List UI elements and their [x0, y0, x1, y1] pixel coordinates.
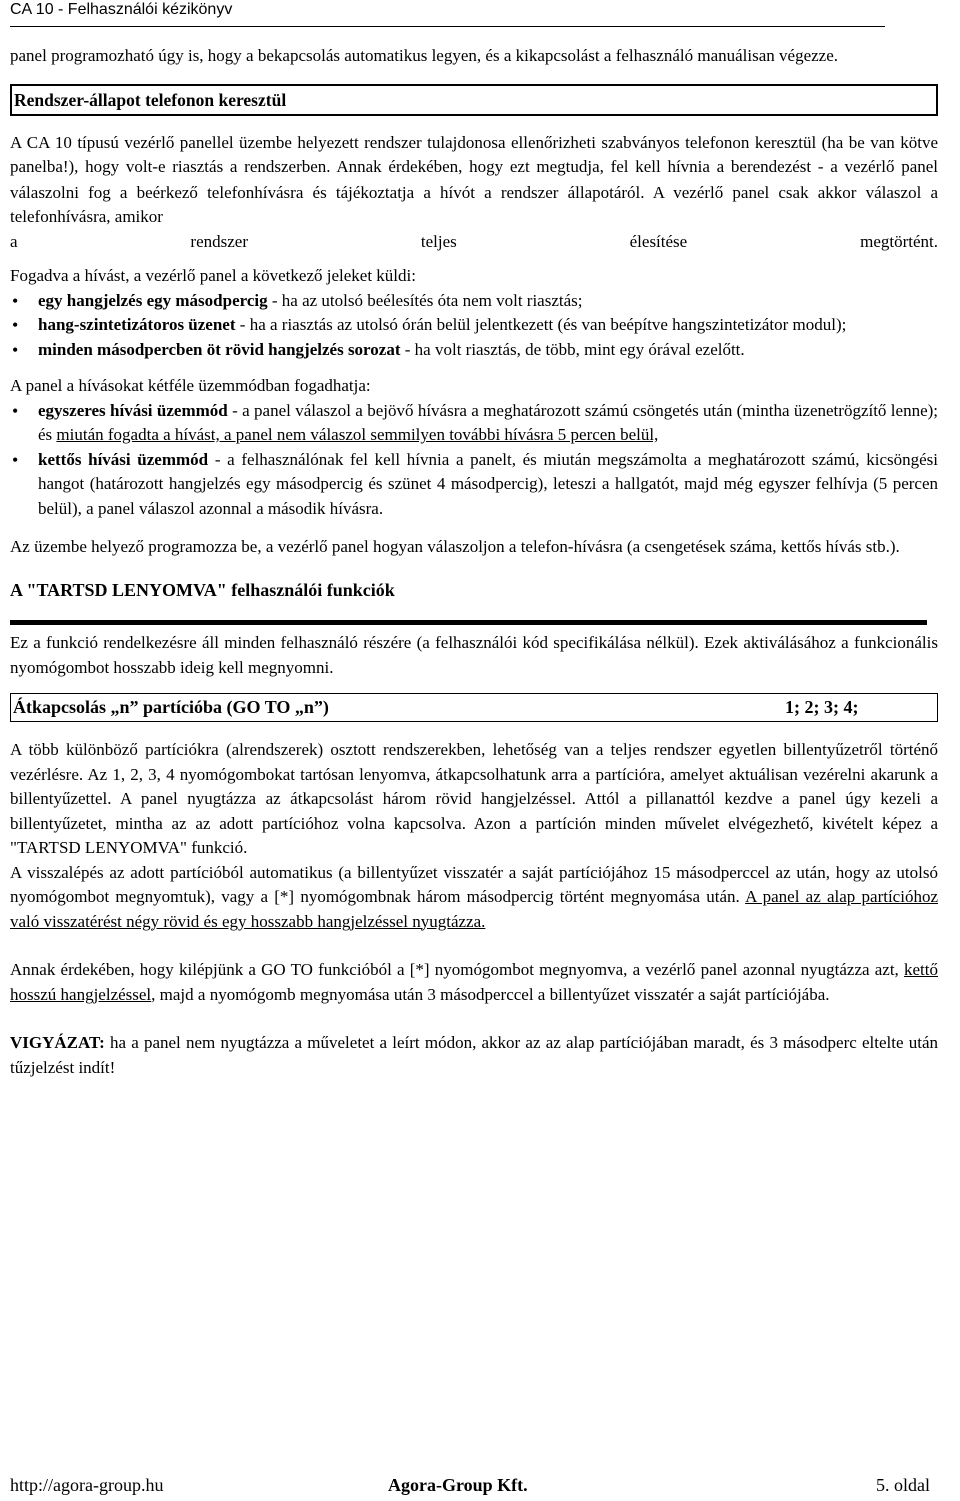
installer-paragraph: Az üzembe helyező programozza be, a vezérlő panel hogyan válaszoljon a telefon-hívásra (a csengetések száma, kettős hívás stb.).: [10, 537, 900, 556]
list-item: • kettős hívási üzemmód - a felhasználónak fel kell hívnia a panelt, és miután megszámolta a meghatározott számú, kicsöngési hangot (határozott hangjelzés egy másodpercig és szünet 4 másodpercig), leteszi a hallgatót, majd még egyszer felhívja (5 percen belül), a panel válaszol azonnal a második hívásra.: [10, 448, 938, 522]
goto-paragraph-2: A visszalépés az adott partícióból automatikus (a billentyűzet visszatér a saját partíciójához 15 másodperccel az után, hogy az utolsó nyomógombot megnyomtuk), vagy a [*] nyomógombnak három másodpercig történt megnyomása után. A panel az alap partícióhoz való visszatérést négy rövid és egy hosszabb hangjelzéssel nyugtázza.: [10, 862, 938, 931]
goto-paragraph-1: A több különböző partíciókra (alrendszerek) osztott rendszerekben, lehetőség van a teljes rendszer egyetlen billentyűzetről történő vezérlésre. Az 1, 2, 3, 4 nyomógombokat tartósan lenyomva, átkapcsolhatunk arra a partícióra, amelyet aktuálisan vezérelni akarunk a billentyűzettel. A panel nyugtázza az átkapcsolást három rövid hangjelzéssel. Attól a pillanattól kezdve a panel úgy kezeli a billentyűzetet, mintha az az adott partícióhoz volna kapcsolva. Azon a partíción minden művelet elvégezhető, kivételt képez a "TARTSD LENYOMVA" funkció.: [10, 740, 938, 857]
phone-status-paragraph-end: a rendszer teljes élesítése megtörtént.: [10, 231, 938, 251]
warning-paragraph: VIGYÁZAT: ha a panel nem nyugtázza a műveletet a leírt módon, akkor az az alap partíciójában maradt, és 3 másodperc eltelte után tűzjelzést indít!: [10, 1033, 938, 1077]
footer-page-number: 5. oldal: [876, 1475, 930, 1495]
hold-functions-paragraph: Ez a funkció rendelkezésre áll minden felhasználó részére (a felhasználói kód specifikálása nélkül). Ezek aktiválásához a funkcionális nyomógombot hosszabb ideig kell megnyomni.: [10, 633, 938, 677]
modes-intro: A panel a hívásokat kétféle üzemmódban fogadhatja:: [10, 376, 371, 395]
section-title-hold-functions: A "TARTSD LENYOMVA" felhasználói funkciók: [10, 579, 395, 600]
phone-status-paragraph: A CA 10 típusú vezérlő panellel üzembe helyezett rendszer tulajdonosa ellenőrizheti szabványos telefonon keresztül (ha be van kötve panelba!), hogy volt-e riasztás a rendszerben. Annak érdekében, hogy ezt megtudja, fel kell hívnia a berendezést - a vezérlő panel válaszolni fog a beérkező telefonhívásra és tájékoztatja a hívót a rendszer állapotáról. A vezérlő panel csak akkor válaszol a telefonhívásra, amikor: [10, 132, 939, 226]
goto-key-codes: 1; 2; 3; 4;: [785, 697, 859, 717]
page-header: [10, 0, 885, 27]
goto-exit-paragraph: Annak érdekében, hogy kilépjünk a GO TO funkcióból a [*] nyomógombot megnyomva, a vezérlő panel azonnal nyugtázza azt, kettő hosszú hangjelzéssel, majd a nyomógomb megnyomása után 3 másodperccel a billentyűzet visszatér a saját partíciójába.: [10, 960, 938, 1004]
footer-url: http://agora-group.hu: [10, 1475, 164, 1495]
list-item: • minden másodpercben öt rövid hangjelzés sorozat - ha volt riasztás, de több, mint egy órával ezelőtt.: [10, 338, 938, 363]
modes-list: [10, 399, 938, 522]
section-title-phone-status: Rendszer-állapot telefonon keresztül: [10, 84, 938, 116]
list-item: • egy hangjelzés egy másodpercig - ha az utolsó beélesítés óta nem volt riasztás;: [10, 289, 938, 314]
section-title-goto: Átkapcsolás „n” partícióba (GO TO „n”) 1; 2; 3; 4;: [10, 693, 938, 722]
page-content: [10, 44, 938, 1080]
divider: [10, 620, 927, 625]
signals-list: [10, 289, 938, 363]
signals-intro: Fogadva a hívást, a vezérlő panel a következő jeleket küldi:: [10, 266, 416, 285]
list-item: • hang-szintetizátoros üzenet - ha a riasztás az utolsó órán belül jelentkezett (és van beépítve hangszintetizátor modul);: [10, 313, 938, 338]
list-item: • egyszeres hívási üzemmód - a panel válaszol a bejövő hívásra a meghatározott számú csöngetés után (mintha üzenetrögzítő lenne); és miután fogadta a hívást, a panel nem válaszol semmilyen további hívásra 5 percen belül,: [10, 399, 938, 448]
header-title: CA 10 - Felhasználói kézikönyv: [10, 1, 233, 18]
intro-paragraph: panel programozható úgy is, hogy a bekapcsolás automatikus legyen, és a kikapcsolást a felhasználó manuálisan végezze.: [10, 46, 838, 65]
footer-company: Agora-Group Kft.: [388, 1475, 528, 1495]
